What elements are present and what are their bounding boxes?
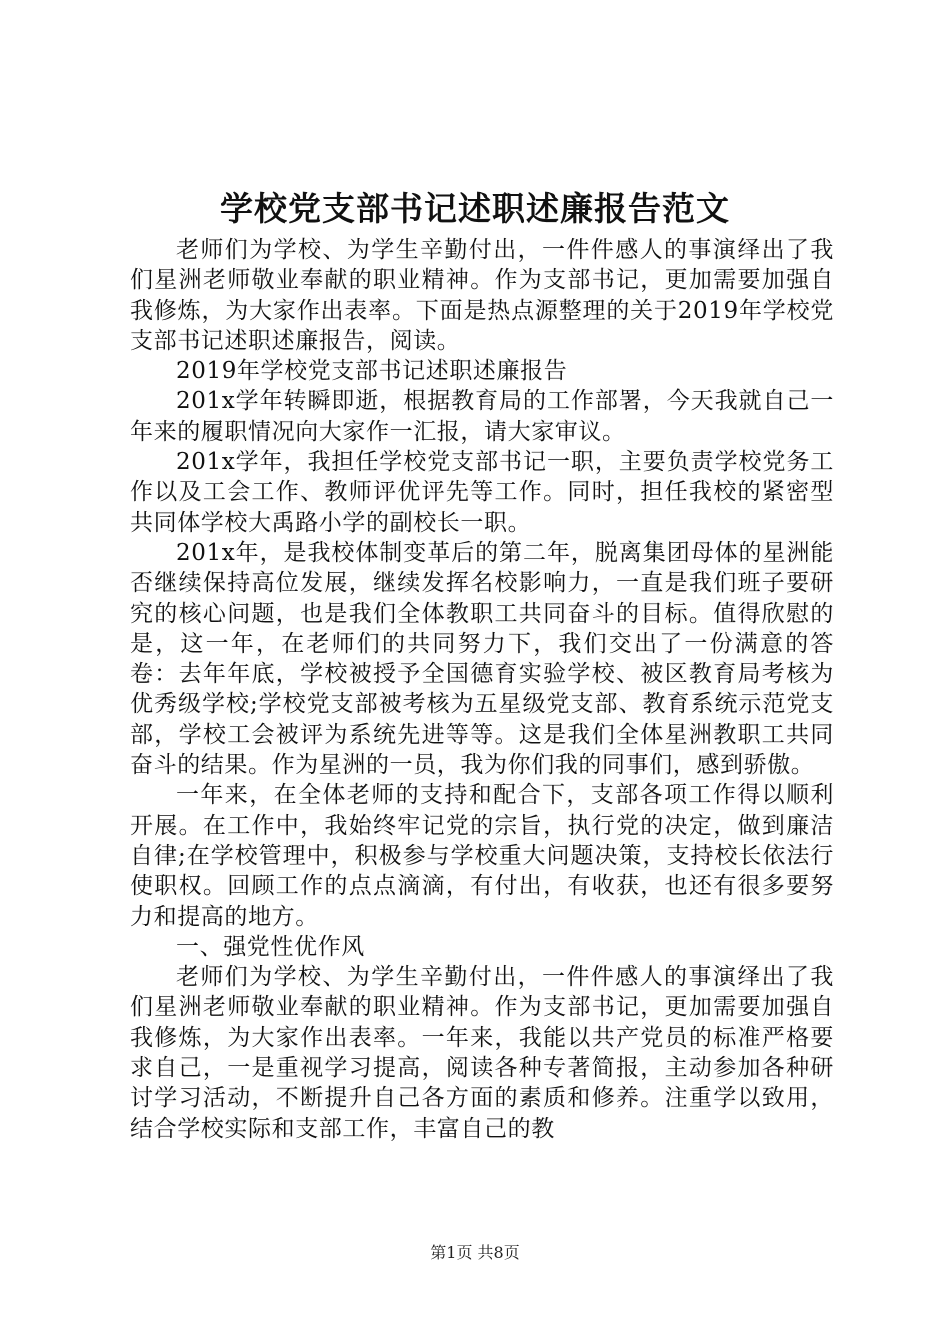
paragraph-summary: 一年来，在全体老师的支持和配合下，支部各项工作得以顺利开展。在工作中，我始终牢记党的宗旨，执行党的决定，做到廉洁自律;在学校管理中，积极参与学校重大问题决策，支持校长依法行使职权。回顾工作的点点滴滴，有付出，有收获，也还有很多要努力和提高的地方。 [130, 782, 834, 930]
paragraph-report-heading: 2019年学校党支部书记述职述廉报告 [176, 358, 568, 385]
section-heading: 一、强党性优作风 [176, 933, 365, 960]
paragraph-achievements: 201x年，是我校体制变革后的第二年，脱离集团母体的星洲能否继续保持高位发展，继续发挥名校影响力，一直是我们班子要研究的核心问题，也是我们全体教职工共同奋斗的目标。值得欣慰的是，这一年，在老师们的共同努力下，我们交出了一份满意的答卷：去年年底，学校被授予全国德育实验学校、被区教育局考核为优秀级学校;学校党支部被考核为五星级党支部、教育系统示范党支部，学校工会被评为系统先进等等。这是我们全体星洲教职工共同奋斗的结果。作为星洲的一员，我为你们我的同事们，感到骄傲。 [130, 539, 834, 779]
document-title: 学校党支部书记述职述廉报告范文 [220, 189, 730, 228]
document-body [130, 235, 834, 1144]
paragraph-opening: 201x学年转瞬即逝，根据教育局的工作部署，今天我就自己一年来的履职情况向大家作一汇报，请大家审议。 [130, 388, 834, 445]
paragraph-duties: 201x学年，我担任学校党支部书记一职，主要负责学校党务工作以及工会工作、教师评优评先等工作。同时，担任我校的紧密型共同体学校大禹路小学的副校长一职。 [130, 449, 834, 536]
paragraph-intro: 老师们为学校、为学生辛勤付出，一件件感人的事演绎出了我们星洲老师敬业奉献的职业精神。作为支部书记，更加需要加强自我修炼，为大家作出表率。下面是热点源整理的关于2019年学校党支部书记述职述廉报告，阅读。 [130, 237, 834, 354]
paragraph-section-one: 老师们为学校、为学生辛勤付出，一件件感人的事演绎出了我们星洲老师敬业奉献的职业精神。作为支部书记，更加需要加强自我修炼，为大家作出表率。一年来，我能以共产党员的标准严格要求自己，一是重视学习提高，阅读各种专著简报，主动参加各种研讨学习活动，不断提升自己各方面的素质和修养。注重学以致用，结合学校实际和支部工作，丰富自己的教 [130, 964, 834, 1142]
page-number-footer: 第1页 共8页 [430, 1243, 520, 1262]
